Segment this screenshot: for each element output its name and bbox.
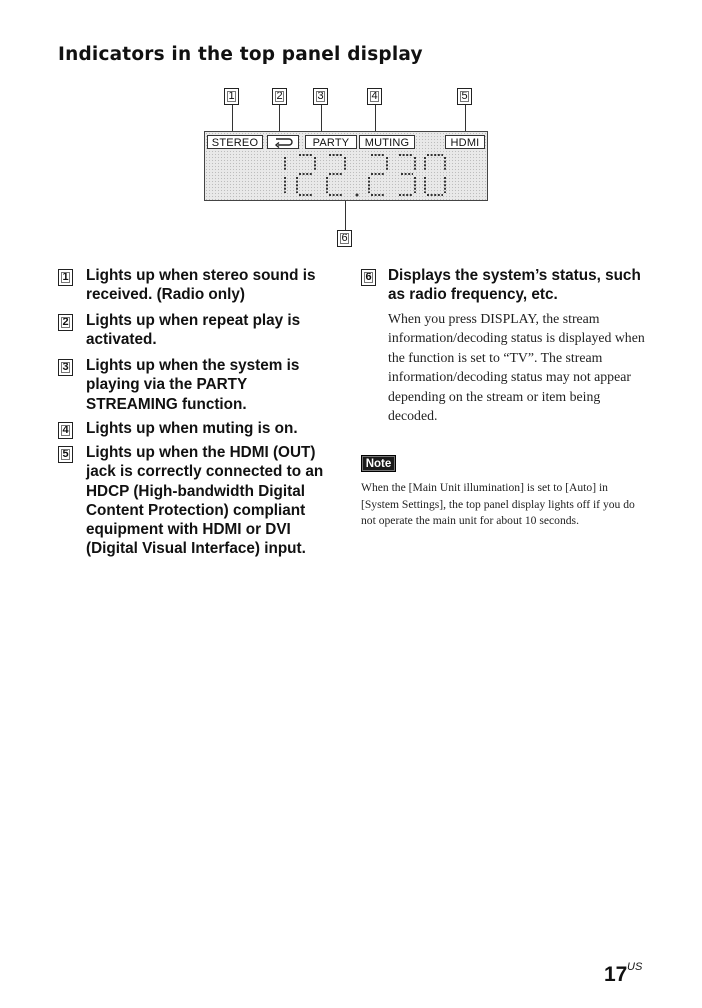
section-heading: Indicators in the top panel display (58, 44, 423, 65)
item-text: Lights up when repeat play is activated. (86, 312, 301, 349)
leader-line-5 (465, 105, 466, 134)
list-item (58, 443, 340, 559)
party-indicator: PARTY (305, 135, 357, 149)
item-number: 1 (58, 269, 73, 286)
item-text: Lights up when the HDMI (OUT) jack is correctly connected to an HDCP (High-bandwidth Digital Content Protection) compliant equipment with HDMI or DVI (Digital Visual Interface) input. (86, 444, 324, 558)
repeat-indicator (267, 135, 299, 149)
list-item (58, 266, 340, 305)
page-region-suffix: US (627, 961, 643, 973)
leader-line-6 (345, 200, 346, 230)
note-text: When the [Main Unit illumination] is set to [Auto] in [System Settings], the top panel display lights off if you do not operate the main unit for about 10 seconds. (361, 481, 635, 527)
page-number: 17 (604, 963, 628, 986)
leader-line-3 (321, 105, 322, 134)
item-6-description: When you press DISPLAY, the stream information/decoding status is displayed when the function is set to “TV”. The stream information/decoding status may not appear depending on the stream or item being decoded. (388, 311, 645, 424)
segment-display (275, 149, 475, 201)
muting-indicator: MUTING (359, 135, 415, 149)
note-label: Note (361, 455, 396, 472)
top-panel-diagram (0, 0, 702, 260)
item-text: Displays the system’s status, such as radio frequency, etc. (388, 267, 641, 304)
hdmi-indicator: HDMI (445, 135, 485, 149)
item-text: Lights up when stereo sound is received. (Radio only) (86, 267, 316, 304)
item-text: Lights up when the system is playing via the PARTY STREAMING function. (86, 357, 300, 413)
callout-6: 6 (337, 230, 352, 247)
item-text: Lights up when muting is on. (86, 420, 298, 437)
item-number: 2 (58, 314, 73, 331)
list-item (58, 419, 340, 438)
callout-1: 1 (224, 88, 239, 105)
leader-line-1 (232, 105, 233, 134)
stereo-indicator: STEREO (207, 135, 263, 149)
leader-line-4 (375, 105, 376, 134)
list-item (58, 311, 340, 350)
callout-4: 4 (367, 88, 382, 105)
leader-line-2 (279, 105, 280, 134)
item-number: 5 (58, 446, 73, 463)
item-number: 3 (58, 359, 73, 376)
callout-5: 5 (457, 88, 472, 105)
list-item (361, 266, 651, 305)
item-number: 4 (58, 422, 73, 439)
item-number: 6 (361, 269, 376, 286)
callout-3: 3 (313, 88, 328, 105)
display-panel (204, 131, 488, 201)
list-item (58, 356, 340, 414)
callout-2: 2 (272, 88, 287, 105)
repeat-icon (270, 136, 296, 148)
